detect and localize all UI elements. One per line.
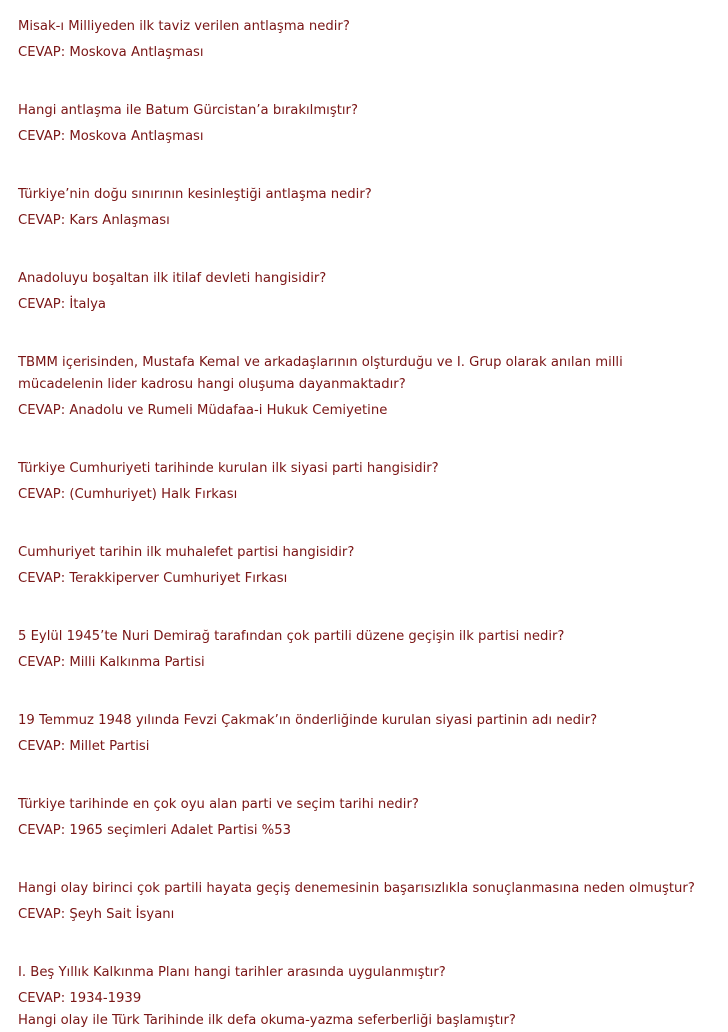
question-text: Türkiye’nin doğu sınırının kesinleştiği antlaşma nedir?: [18, 187, 372, 202]
question-text: Hangi antlaşma ile Batum Gürcistan’a bırakılmıştır?: [18, 103, 358, 118]
qa-item: [18, 878, 718, 926]
answer-text: CEVAP: Milli Kalkınma Partisi: [18, 655, 205, 670]
qa-item: [18, 626, 718, 674]
answer-text: CEVAP: 1934-1939: [18, 991, 142, 1006]
question-text: Misak-ı Milliyeden ilk taviz verilen antlaşma nedir?: [18, 19, 350, 34]
answer-text: CEVAP: Moskova Antlaşması: [18, 45, 204, 60]
qa-item: [18, 962, 718, 1010]
qa-item: [18, 184, 718, 232]
question-text: Türkiye Cumhuriyeti tarihinde kurulan ilk siyasi parti hangisidir?: [18, 461, 439, 476]
answer-text: CEVAP: Şeyh Sait İsyanı: [18, 907, 175, 922]
answer-text: CEVAP: Kars Anlaşması: [18, 213, 170, 228]
document-page: [18, 16, 718, 1032]
qa-item: [18, 794, 718, 842]
answer-text: CEVAP: Millet Partisi: [18, 739, 150, 754]
answer-text: CEVAP: Terakkiperver Cumhuriyet Fırkası: [18, 571, 288, 586]
qa-item: [18, 268, 718, 316]
qa-item: [18, 16, 718, 64]
question-text: Cumhuriyet tarihin ilk muhalefet partisi hangisidir?: [18, 545, 355, 560]
question-text: 5 Eylül 1945’te Nuri Demirağ tarafından çok partili düzene geçişin ilk partisi nedir?: [18, 629, 565, 644]
question-text-line2: mücadelenin lider kadrosu hangi oluşuma dayanmaktadır?: [18, 377, 406, 392]
question-text: Anadoluyu boşaltan ilk itilaf devleti hangisidir?: [18, 271, 327, 286]
answer-text: CEVAP: İtalya: [18, 297, 107, 312]
question-text: I. Beş Yıllık Kalkınma Planı hangi tarihler arasında uygulanmıştır?: [18, 965, 446, 980]
qa-item: [18, 100, 718, 148]
answer-text: CEVAP: Anadolu ve Rumeli Müdafaa-i Hukuk Cemiyetine: [18, 403, 388, 418]
qa-item: [18, 710, 718, 758]
final-question-text: Hangi olay ile Türk Tarihinde ilk defa okuma-yazma seferberliği başlamıştır?: [18, 1013, 516, 1028]
question-text-line1: TBMM içerisinden, Mustafa Kemal ve arkadaşlarının olşturduğu ve I. Grup olarak anılan milli: [18, 355, 623, 370]
qa-item: [18, 542, 718, 590]
question-text: 19 Temmuz 1948 yılında Fevzi Çakmak’ın önderliğinde kurulan siyasi partinin adı nedir?: [18, 713, 598, 728]
answer-text: CEVAP: 1965 seçimleri Adalet Partisi %53: [18, 823, 291, 838]
answer-text: CEVAP: Moskova Antlaşması: [18, 129, 204, 144]
answer-text: CEVAP: (Cumhuriyet) Halk Fırkası: [18, 487, 238, 502]
question-text: Hangi olay birinci çok partili hayata geçiş denemesinin başarısızlıkla sonuçlanmasına neden olmuştur?: [18, 881, 695, 896]
qa-item: [18, 458, 718, 506]
qa-item: [18, 352, 718, 422]
qa-item-final: [18, 1010, 718, 1032]
question-text: Türkiye tarihinde en çok oyu alan parti ve seçim tarihi nedir?: [18, 797, 419, 812]
